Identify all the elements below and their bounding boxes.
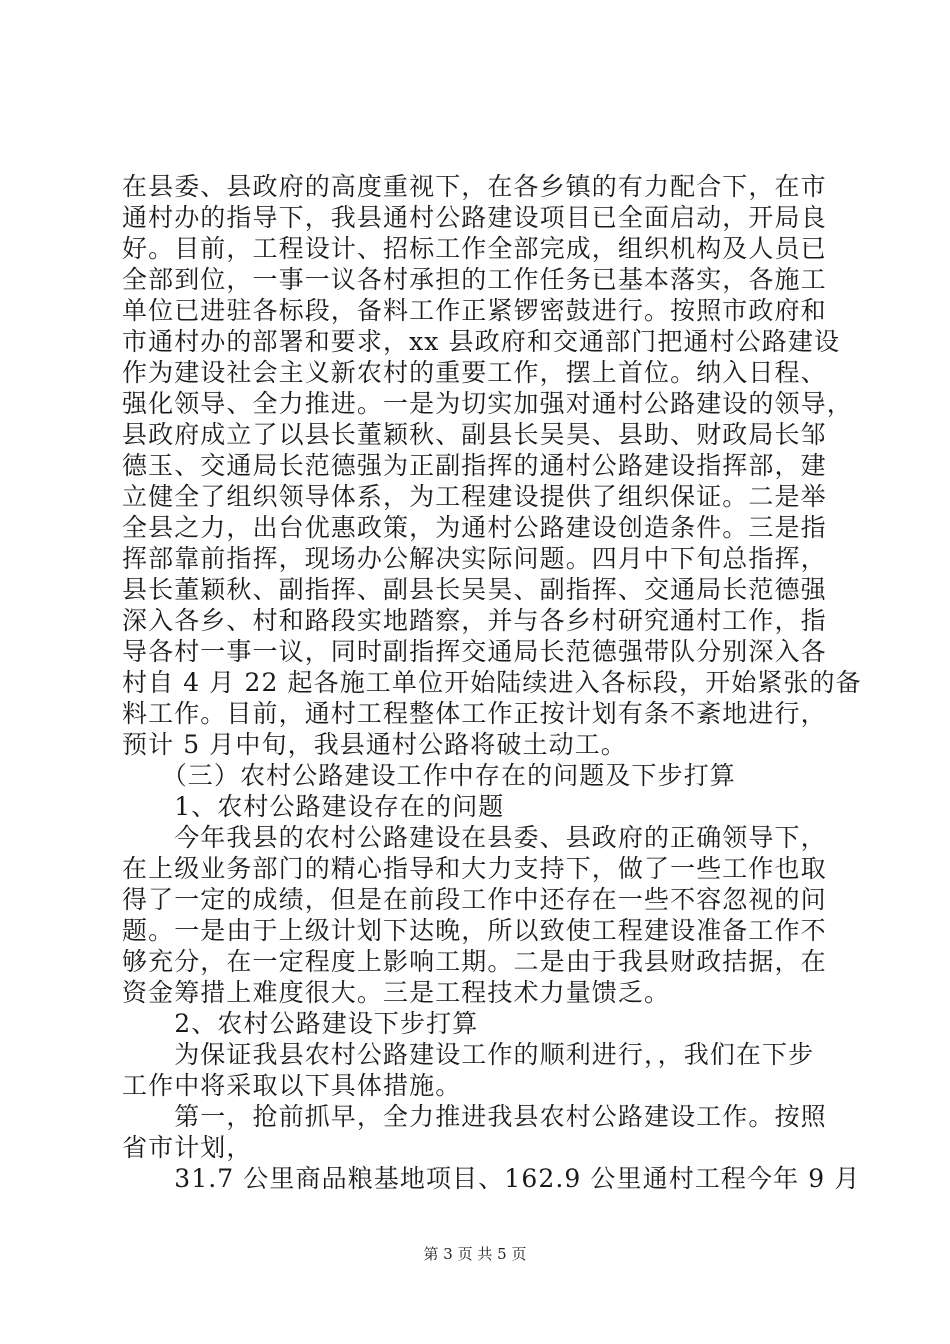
- text-line: 第一，抢前抓早，全力推进我县农村公路建设工作。按照: [122, 1102, 827, 1131]
- text-line: 好。目前，工程设计、招标工作全部完成，组织机构及人员已: [122, 234, 827, 263]
- text-line: 村自 4 月 22 起各施工单位开始陆续进入各标段，开始紧张的备: [122, 668, 862, 697]
- text-line: 料工作。目前，通村工程整体工作正按计划有条不紊地进行，: [122, 699, 827, 728]
- text-line: 在上级业务部门的精心指导和大力支持下，做了一些工作也取: [122, 854, 827, 883]
- text-line: 深入各乡、村和路段实地踏察，并与各乡村研究通村工作，指: [122, 606, 827, 635]
- text-line: 作为建设社会主义新农村的重要工作，摆上首位。纳入日程、: [122, 358, 827, 387]
- text-line: 市通村办的部署和要求，xx 县政府和交通部门把通村公路建设: [122, 327, 841, 356]
- text-line: 得了一定的成绩，但是在前段工作中还存在一些不容忽视的问: [122, 885, 827, 914]
- text-line: 资金筹措上难度很大。三是工程技术力量馈乏。: [122, 978, 671, 1007]
- text-line: 立健全了组织领导体系，为工程建设提供了组织保证。二是举: [122, 482, 827, 511]
- text-line: 为保证我县农村公路建设工作的顺利进行，，我们在下步: [122, 1040, 815, 1069]
- subsection-heading: 1、农村公路建设存在的问题: [122, 792, 505, 821]
- document-body: [122, 171, 862, 1194]
- text-line: 工作中将采取以下具体措施。: [122, 1071, 462, 1100]
- text-line: 县长董颖秋、副指挥、副县长吴昊、副指挥、交通局长范德强: [122, 575, 827, 604]
- text-line: 全部到位，一事一议各村承担的工作任务已基本落实，各施工: [122, 265, 827, 294]
- text-line: 全县之力，出台优惠政策，为通村公路建设创造条件。三是指: [122, 513, 827, 542]
- text-line: 强化领导、全力推进。一是为切实加强对通村公路建设的领导，: [122, 389, 853, 418]
- text-line: 单位已进驻各标段，备料工作正紧锣密鼓进行。按照市政府和: [122, 296, 827, 325]
- subsection-heading: 2、农村公路建设下步打算: [122, 1009, 479, 1038]
- text-line: 够充分，在一定程度上影响工期。二是由于我县财政拮据，在: [122, 947, 827, 976]
- page-number-footer: 第 3 页 共 5 页: [423, 1245, 527, 1263]
- text-line: 挥部靠前指挥，现场办公解决实际问题。四月中下旬总指挥，: [122, 544, 827, 573]
- text-line: 德玉、交通局长范德强为正副指挥的通村公路建设指挥部，建: [122, 451, 827, 480]
- text-line: 导各村一事一议，同时副指挥交通局长范德强带队分别深入各: [122, 637, 827, 666]
- text-line: 在县委、县政府的高度重视下，在各乡镇的有力配合下，在市: [122, 172, 827, 201]
- section-heading: （三）农村公路建设工作中存在的问题及下步打算: [122, 761, 736, 790]
- text-line: 县政府成立了以县长董颖秋、副县长吴昊、县助、财政局长邹: [122, 420, 827, 449]
- text-line: 今年我县的农村公路建设在县委、县政府的正确领导下，: [122, 823, 827, 852]
- text-line: 预计 5 月中旬，我县通村公路将破土动工。: [122, 730, 627, 759]
- text-line: 省市计划，: [122, 1133, 253, 1162]
- text-line: 通村办的指导下，我县通村公路建设项目已全面启动，开局良: [122, 203, 827, 232]
- text-line: 题。一是由于上级计划下达晚，所以致使工程建设准备工作不: [122, 916, 827, 945]
- text-line: 31.7 公里商品粮基地项目、162.9 公里通村工程今年 9 月: [122, 1164, 861, 1193]
